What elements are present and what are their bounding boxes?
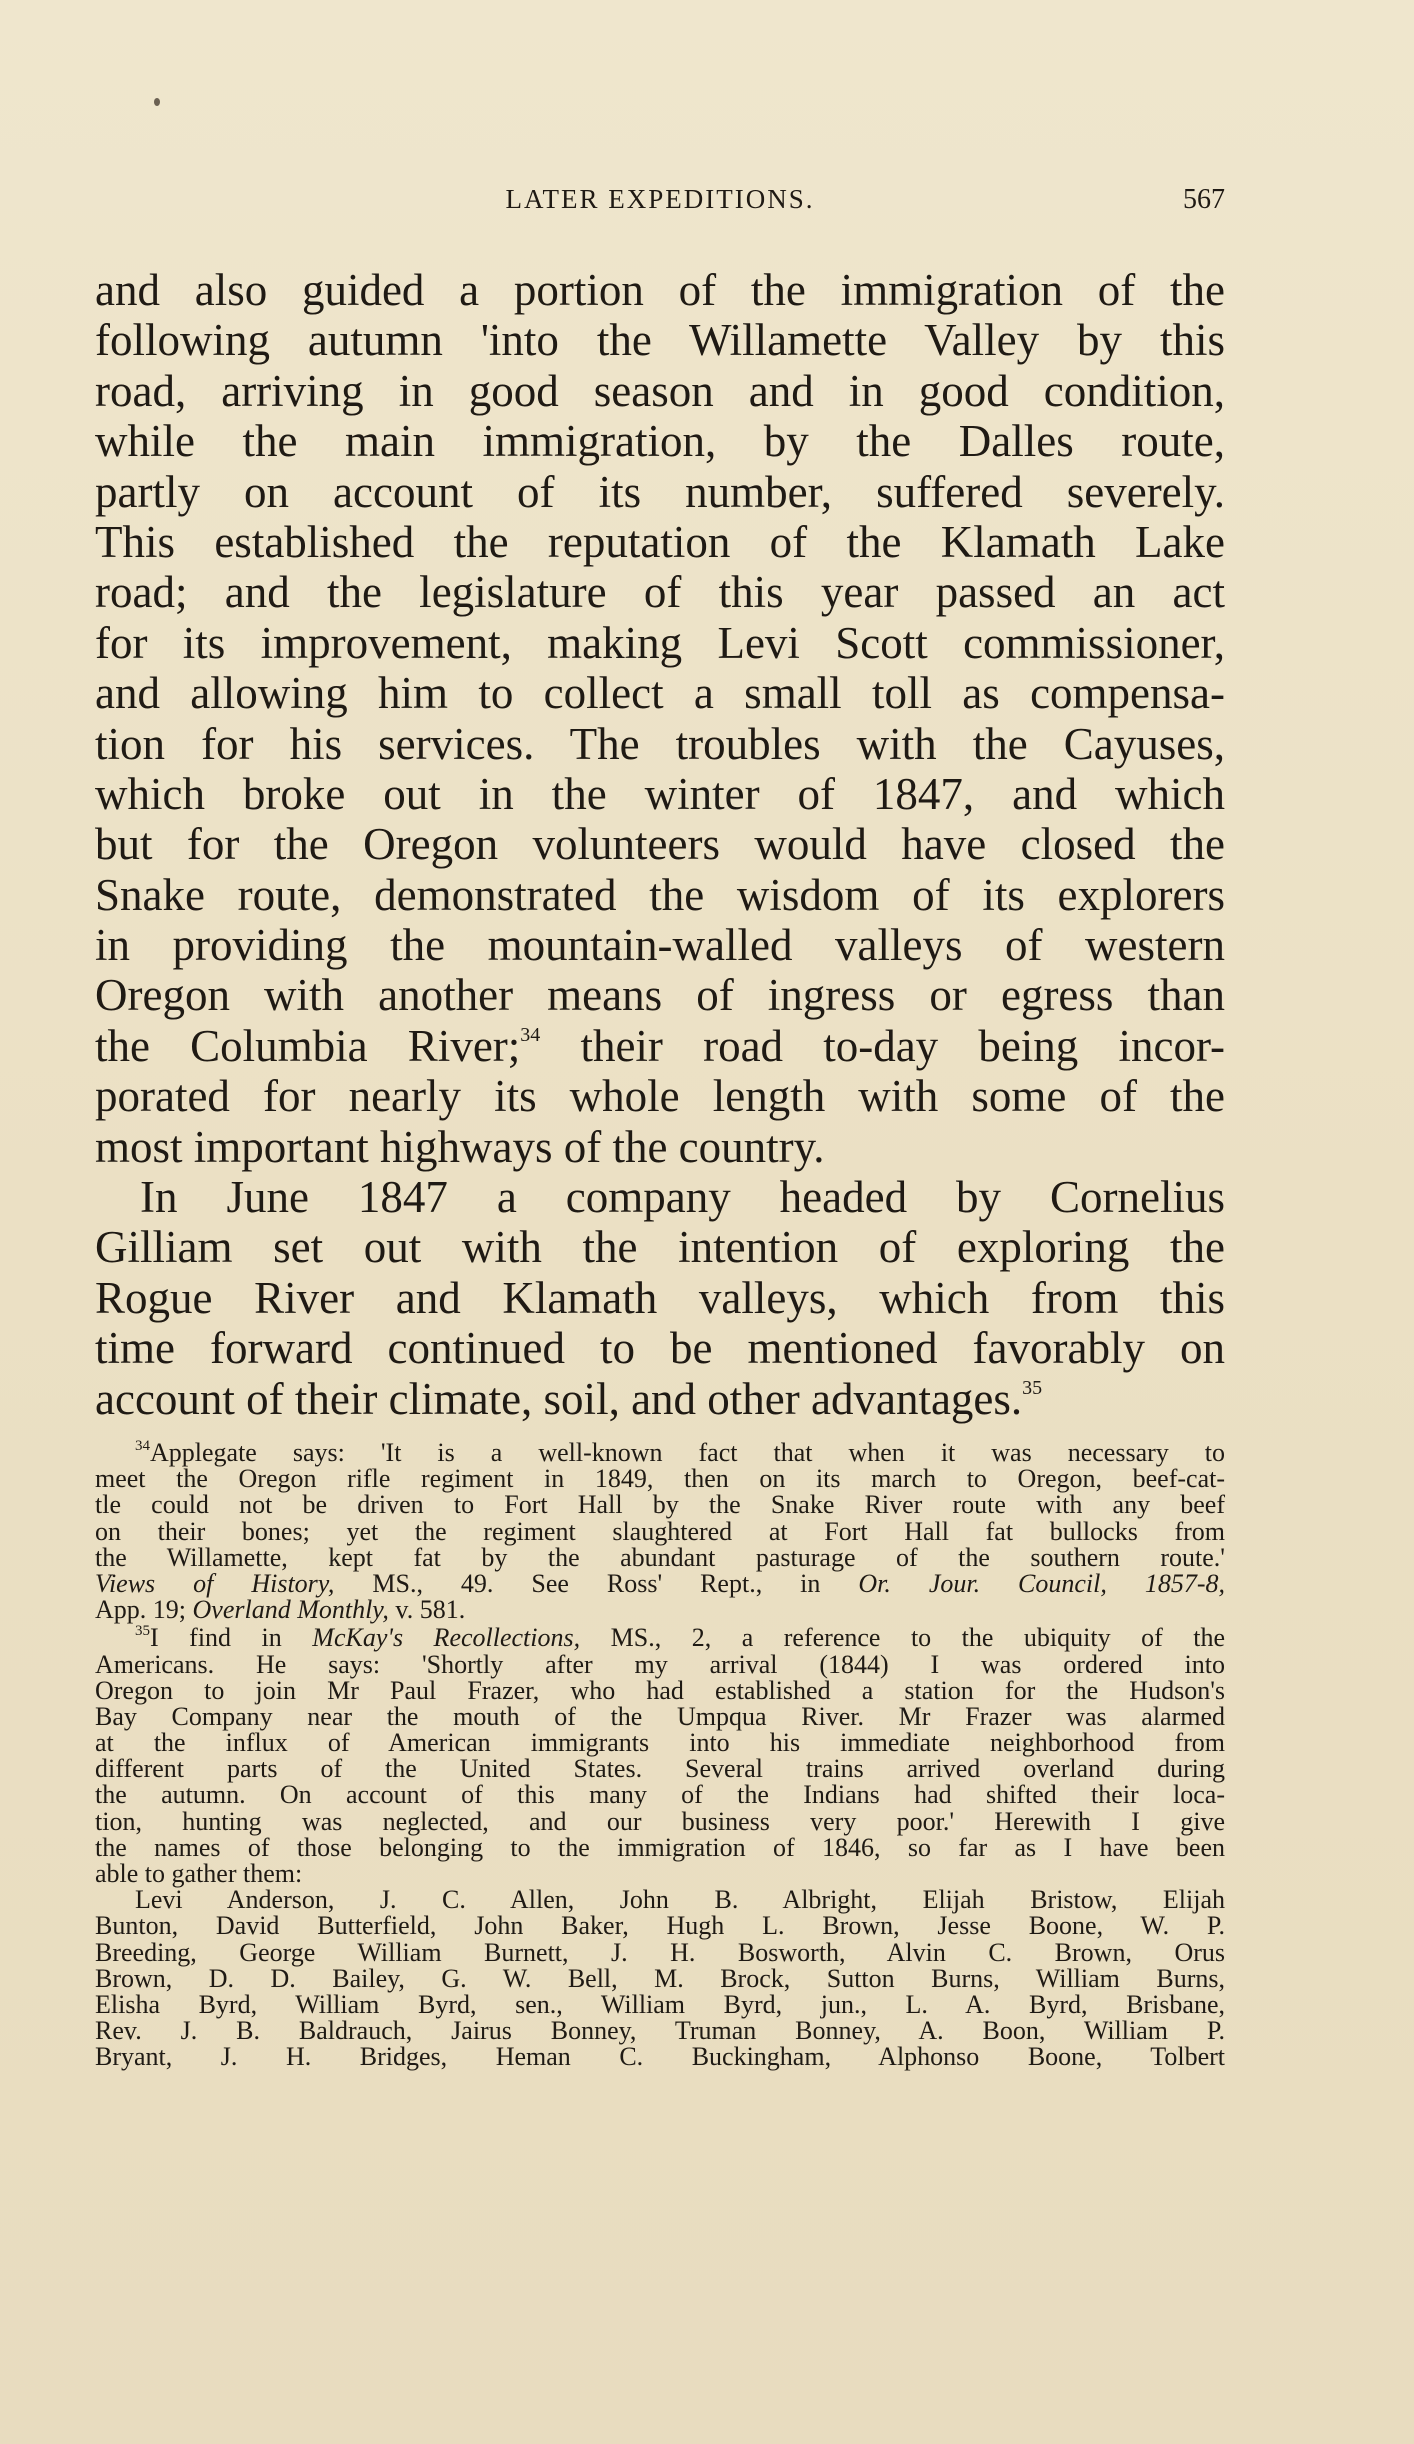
text-line: while the main immigration, by the Dalles route,	[95, 416, 1225, 467]
footnote-line: meet the Oregon rifle regiment in 1849, then on its march to Oregon, beef-cat-	[95, 1464, 1225, 1494]
text-segment: account of their climate, soil, and other advantages.	[95, 1373, 1023, 1424]
text-line: most important highways of the country.	[95, 1121, 825, 1172]
footnote-line: Bryant, J. H. Bridges, Heman C. Buckingham, Alphonso Boone, Tolbert	[95, 2042, 1225, 2072]
text-line: This established the reputation of the Klamath Lake	[95, 516, 1225, 567]
footnotes	[95, 1440, 1225, 2071]
footnote-line: at the influx of American immigrants into his immediate neighborhood from	[95, 1728, 1225, 1758]
main-text	[95, 265, 1225, 1424]
footnote-line	[95, 1568, 1226, 1598]
footnote-text: Applegate says: 'It is a well-known fact that when it was necessary to	[150, 1438, 1225, 1467]
text-line: Oregon with another means of ingress or egress than	[95, 970, 1225, 1021]
text-line: Snake route, demonstrated the wisdom of its explorers	[95, 869, 1225, 920]
footnote-line: Americans. He says: 'Shortly after my arrival (1844) I was ordered into	[95, 1649, 1225, 1679]
text-line: Rogue River and Klamath valleys, which from this	[95, 1272, 1225, 1323]
text-line: porated for nearly its whole length with some of the	[95, 1071, 1225, 1122]
text-line: Gilliam set out with the intention of exploring the	[95, 1222, 1225, 1273]
footnote-line: able to gather them:	[95, 1859, 303, 1888]
footnote-number-35: 35	[135, 1623, 150, 1640]
text-line: for its improvement, making Levi Scott commissioner,	[95, 617, 1225, 668]
text-line: road; and the legislature of this year passed an act	[95, 567, 1225, 618]
footnote-italic: Views of History,	[95, 1568, 335, 1598]
text-line: but for the Oregon volunteers would have closed the	[95, 819, 1225, 870]
footnote-line: tle could not be driven to Fort Hall by the Snake River route with any beef	[95, 1490, 1225, 1520]
footnote-line: on their bones; yet the regiment slaughtered at Fort Hall fat bullocks from	[95, 1516, 1225, 1546]
text-line-with-footnote-ref	[95, 1374, 1225, 1424]
footnote-ref-34: 34	[520, 1023, 541, 1046]
footnote-line: Bunton, David Butterfield, John Baker, Hugh L. Brown, Jesse Boone, W. P.	[95, 1911, 1225, 1941]
ink-speck	[154, 98, 160, 106]
footnote-line: Oregon to join Mr Paul Frazer, who had established a station for the Hudson's	[95, 1675, 1225, 1705]
footnote-34-line	[95, 1440, 1225, 1466]
footnote-italic: Overland Monthly,	[192, 1595, 389, 1625]
text-segment: their road to-day being incor-	[580, 1020, 1226, 1071]
footnote-text: MS., 49. See Ross' Rept., in	[372, 1568, 821, 1598]
footnote-line: tion, hunting was neglected, and our business very poor.' Herewith I give	[95, 1806, 1225, 1836]
footnote-line: Elisha Byrd, William Byrd, sen., William Byrd, jun., L. A. Byrd, Brisbane,	[95, 1989, 1225, 2019]
footnote-text: MS., 2, a reference to the ubiquity of the	[610, 1623, 1226, 1653]
text-line: road, arriving in good season and in good condition,	[95, 365, 1225, 416]
running-head: LATER EXPEDITIONS.	[505, 184, 815, 214]
footnote-italic: Or. Jour. Council, 1857-8,	[858, 1568, 1226, 1598]
text-line: tion for his services. The troubles with the Cayuses,	[95, 718, 1225, 769]
footnote-number-34: 34	[135, 1438, 150, 1454]
footnote-text: App. 19;	[95, 1595, 186, 1625]
footnote-line: Breeding, George William Burnett, J. H. Bosworth, Alvin C. Brown, Orus	[95, 1937, 1225, 1967]
text-line: in providing the mountain-walled valleys of western	[95, 920, 1225, 971]
footnote-line: Bay Company near the mouth of the Umpqua River. Mr Frazer was alarmed	[95, 1701, 1225, 1731]
text-line: following autumn 'into the Willamette Valley by this	[95, 315, 1225, 366]
footnote-italic: McKay's Recollections,	[312, 1623, 581, 1653]
footnote-35-line	[95, 1625, 1225, 1651]
footnote-line: the Willamette, kept fat by the abundant pasturage of the southern route.'	[95, 1542, 1225, 1572]
text-line: and also guided a portion of the immigration of the	[95, 265, 1225, 315]
page-header	[95, 180, 1225, 220]
text-line-with-footnote-ref	[95, 1021, 1225, 1071]
text-line: partly on account of its number, suffered severely.	[95, 466, 1225, 517]
footnote-line: the autumn. On account of this many of the Indians had shifted their loca-	[95, 1780, 1225, 1810]
text-line: and allowing him to collect a small toll as compensa-	[95, 668, 1225, 719]
footnote-ref-35: 35	[1022, 1376, 1043, 1399]
footnote-line: different parts of the United States. Several trains arrived overland during	[95, 1754, 1225, 1784]
footnote-line: Rev. J. B. Baldrauch, Jairus Bonney, Truman Bonney, A. Boon, William P.	[95, 2016, 1225, 2046]
footnote-line: Brown, D. D. Bailey, G. W. Bell, M. Brock, Sutton Burns, William Burns,	[95, 1963, 1225, 1993]
text-segment: the Columbia River;	[95, 1020, 521, 1071]
text-line: which broke out in the winter of 1847, and which	[95, 768, 1225, 819]
footnote-text: v. 581.	[395, 1595, 466, 1625]
page-number: 567	[1183, 184, 1225, 215]
footnote-line: Levi Anderson, J. C. Allen, John B. Albright, Elijah Bristow, Elijah	[135, 1885, 1225, 1915]
text-line: In June 1847 a company headed by Cornelius	[140, 1172, 1225, 1223]
footnote-text: I find in	[150, 1623, 282, 1653]
footnote-line	[95, 1597, 1225, 1623]
text-line: time forward continued to be mentioned favorably on	[95, 1323, 1225, 1374]
footnote-line: the names of those belonging to the immigration of 1846, so far as I have been	[95, 1832, 1225, 1862]
